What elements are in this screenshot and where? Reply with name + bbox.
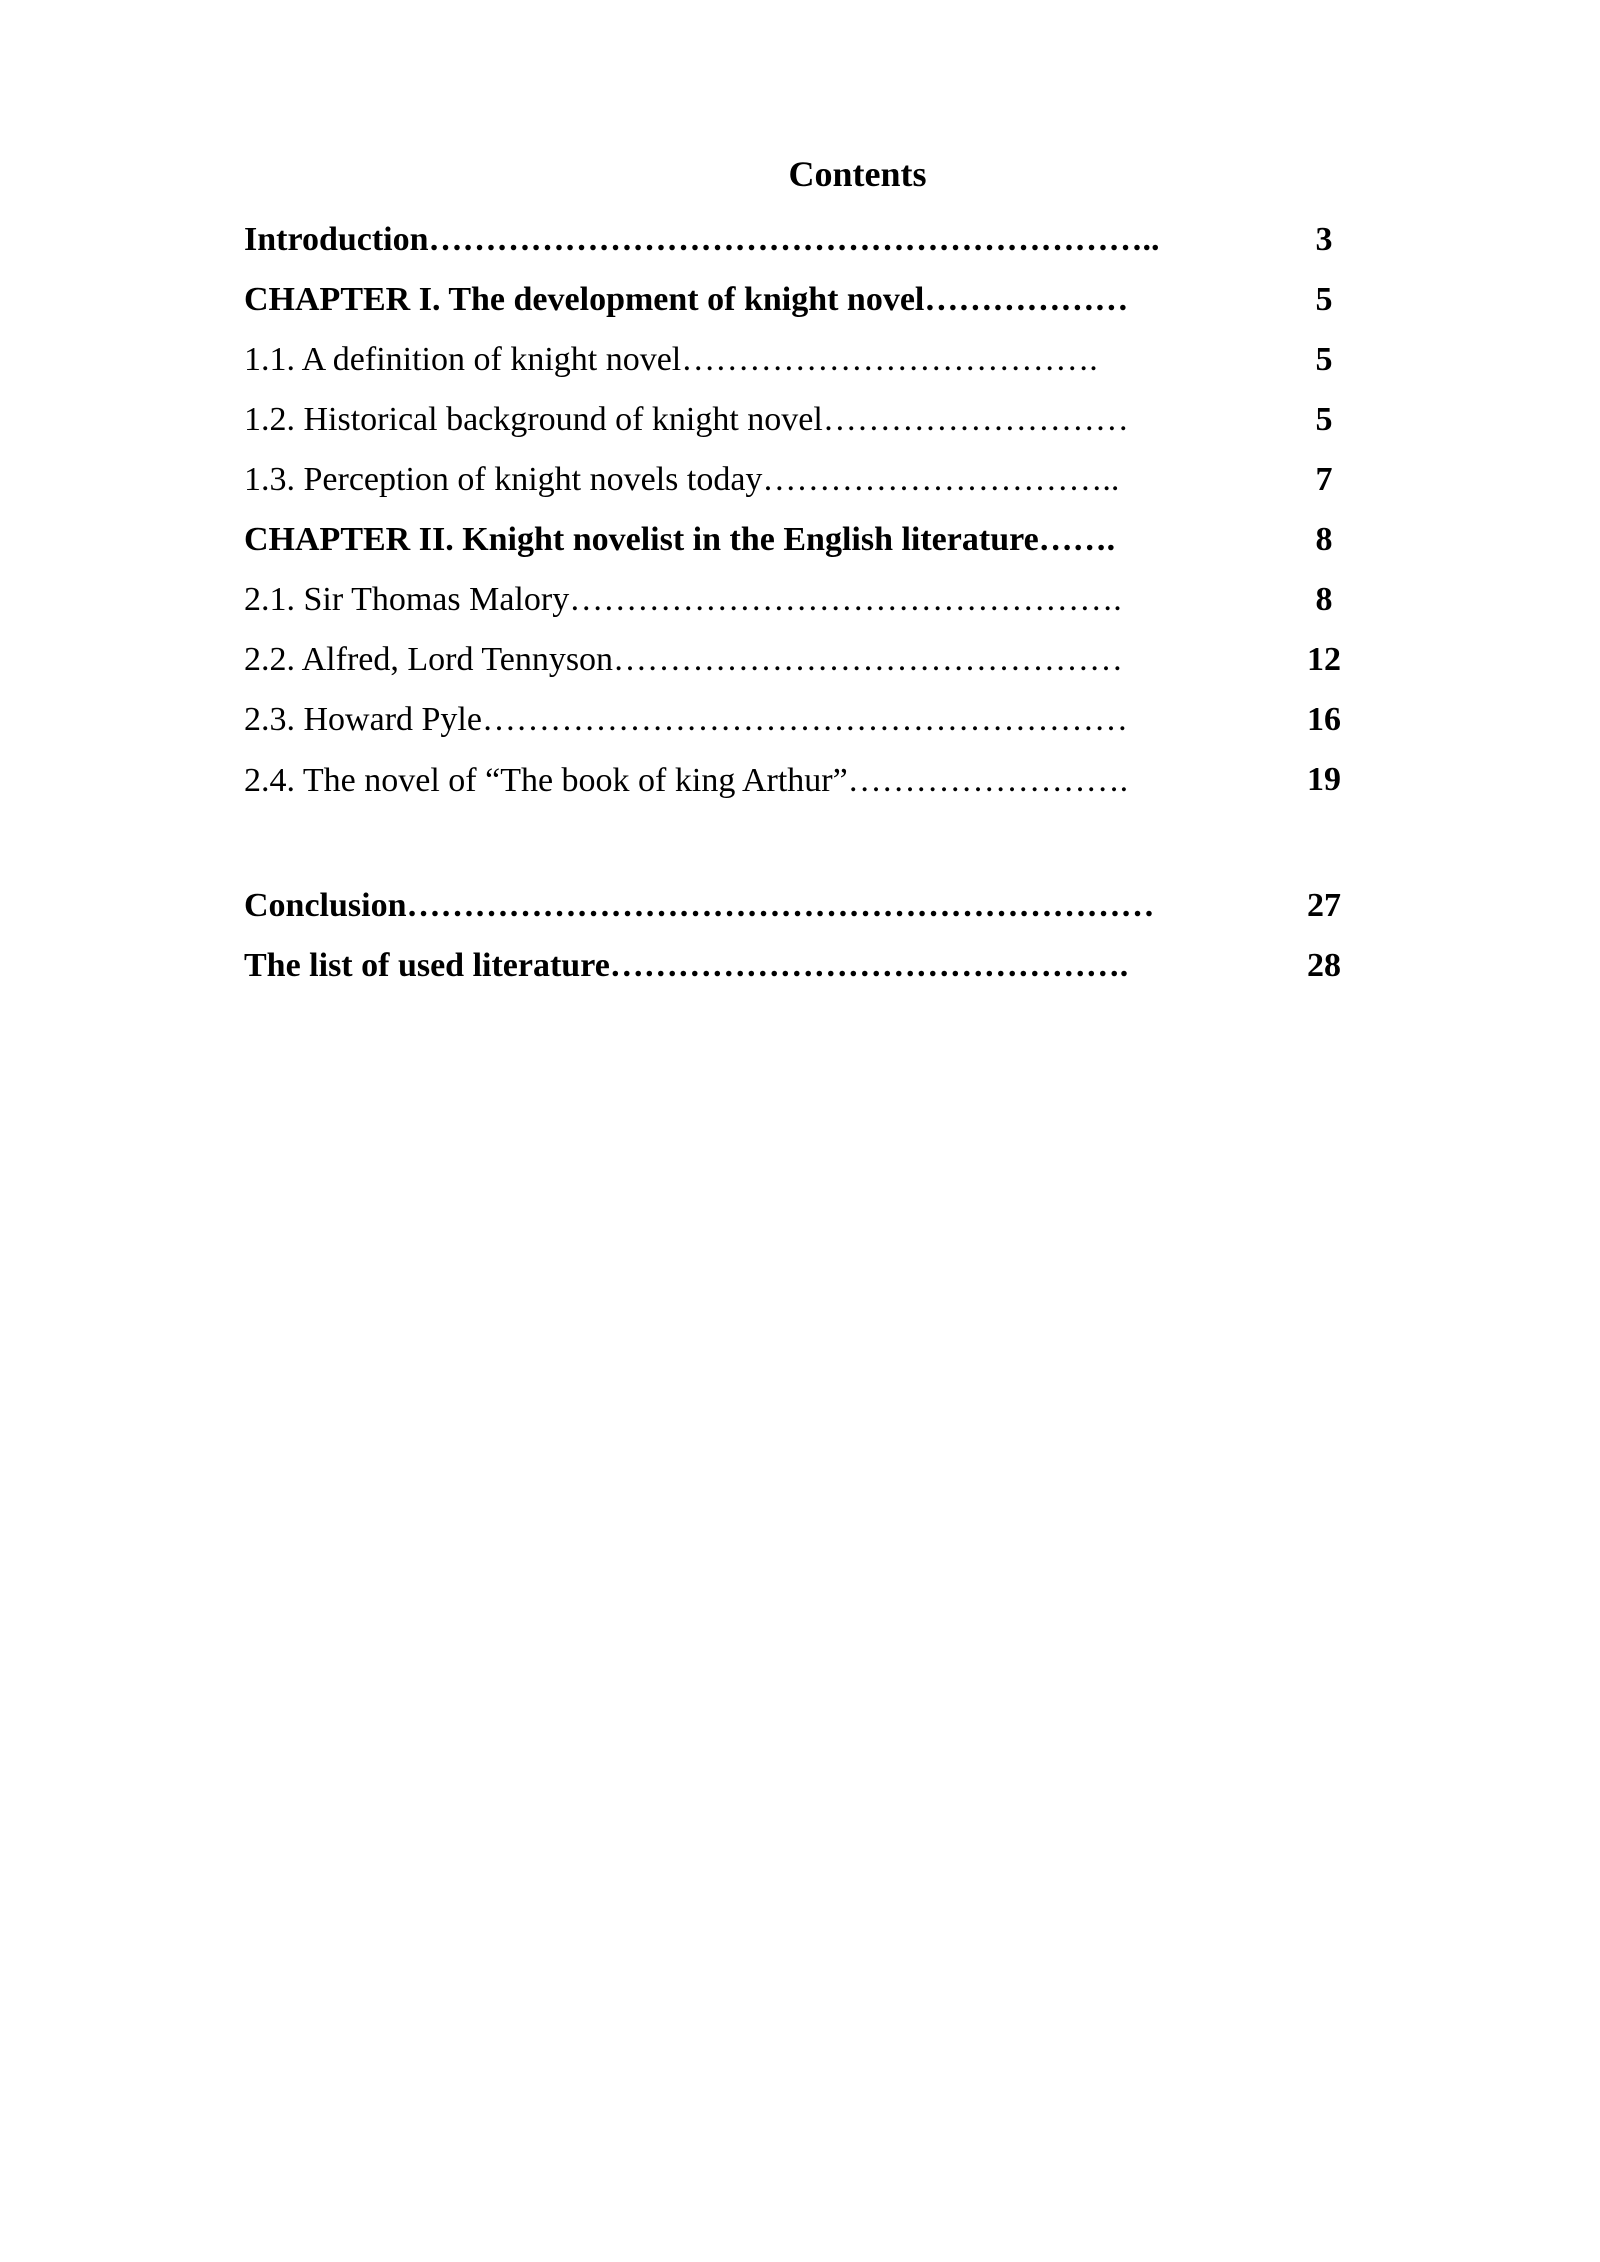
toc-page-number: 8: [1315, 521, 1333, 558]
toc-page-number: 5: [1315, 281, 1333, 318]
toc-entry-literature: [244, 942, 1374, 1002]
toc-entry-2-3: [244, 696, 1374, 756]
toc-entry-text: 2.1. Sir Thomas Malory………………………………………….: [244, 581, 1122, 618]
page-title: Contents: [788, 154, 927, 194]
toc-entry-2-4: [244, 756, 1374, 882]
toc-page-number: 8: [1315, 581, 1333, 618]
toc-entry-text: Introduction………………………………………………………..: [244, 221, 1160, 258]
toc-entry-text: 2.4. The novel of “The book of king Arthur”…………………….: [244, 762, 1129, 799]
toc-entry-text: 2.3. Howard Pyle…………………………………………………: [244, 701, 1128, 738]
toc-page-number: 7: [1315, 461, 1333, 498]
toc-entry-text: CHAPTER I. The development of knight novel………………: [244, 281, 1129, 318]
toc-entry-introduction: [244, 216, 1374, 276]
toc-entry-text: 2.2. Alfred, Lord Tennyson………………………………………: [244, 641, 1124, 678]
toc-entry-text: 1.3. Perception of knight novels today…………………………..: [244, 461, 1120, 498]
toc-entry-2-1: [244, 576, 1374, 636]
toc-page-number: 5: [1315, 341, 1333, 378]
toc-entry-text: 1.2. Historical background of knight novel………………………: [244, 401, 1129, 438]
toc-page-number: 5: [1315, 401, 1333, 438]
toc-entry-text: The list of used literature……………………………………….: [244, 947, 1129, 984]
toc-entry-text: 1.1. A definition of knight novel……………………………….: [244, 341, 1098, 378]
toc-entry-1-1: [244, 336, 1374, 396]
table-of-contents: [244, 216, 1374, 1002]
toc-entry-text: CHAPTER II. Knight novelist in the English literature…….: [244, 521, 1116, 558]
toc-entry-2-2: [244, 636, 1374, 696]
toc-page-number: 28: [1307, 947, 1341, 984]
toc-entry-conclusion: [244, 882, 1374, 942]
toc-entry-chapter-2: [244, 516, 1374, 576]
toc-page-number: 16: [1307, 701, 1341, 738]
toc-page-number: 19: [1307, 761, 1341, 798]
toc-entry-chapter-1: [244, 276, 1374, 336]
toc-entry-1-3: [244, 456, 1374, 516]
toc-page-number: 3: [1315, 221, 1333, 258]
toc-entry-1-2: [244, 396, 1374, 456]
toc-page-number: 27: [1307, 887, 1341, 924]
toc-page-number: 12: [1307, 641, 1341, 678]
toc-entry-text: Conclusion…………………………………………………………: [244, 887, 1155, 924]
